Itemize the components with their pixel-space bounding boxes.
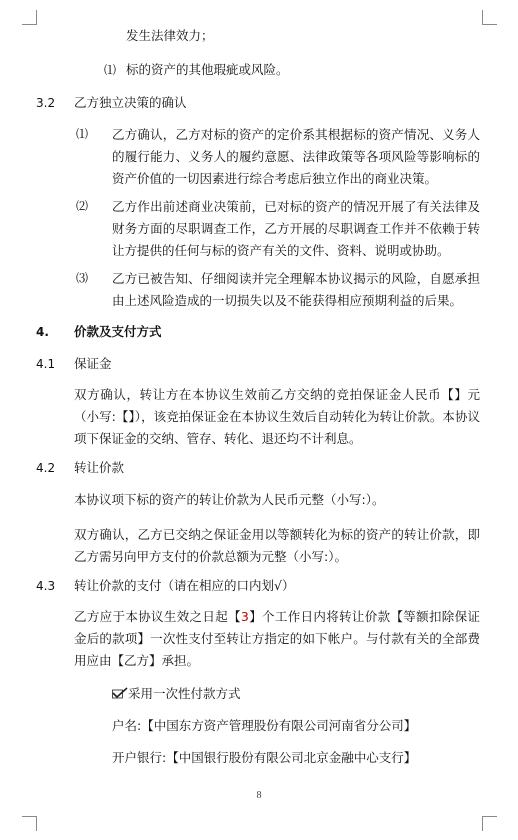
item-number: ⑴ [104,63,117,77]
paragraph: 乙方已被告知、仔细阅读并完全理解本协议揭示的风险，自愿承担由上述风险造成的一切损失以及不能获得相应预期利益的后果。 [112,271,480,308]
paragraph [74,606,480,672]
item-number: ⑵ [76,199,89,213]
section-heading: 保证金 [74,356,112,371]
page-number: 8 [256,790,262,801]
highlight-days: 3 [240,609,249,624]
paragraph: 乙方作出前述商业决策前，已对标的资产的情况开展了有关法律及财务方面的尽职调查工作，乙方开展的尽职调查工作并不依赖于转让方提供的任何与标的资产有关的文件、资料、说明或协助。 [112,199,480,258]
section-number: 4.3 [36,579,56,593]
section-number: 3.2 [36,96,56,110]
crop-mark-top-right [482,10,497,25]
section-heading: 价款及支付方式 [74,324,162,339]
bank-name: 开户银行:【中国银行股份有限公司北京金融中心支行】 [112,750,417,765]
account-name: 户名:【中国东方资产管理股份有限公司河南省分公司】 [112,718,417,733]
text-line: 发生法律效力； [126,28,214,43]
text-line: 标的资产的其他瑕疵或风险。 [126,62,289,77]
section-number: 4.2 [36,461,56,475]
section-heading: 转让价款的支付（请在相应的口内划√） [74,578,295,593]
paragraph: 双方确认，转让方在本协议生效前乙方交纳的竞拍保证金人民币【】元（小写:【】），该竞拍保证金在本协议生效后自动转化为转让价款。本协议项下保证金的交纳、管存、转化、退还均不计利息。 [74,387,480,446]
payment-mode-label: 采用一次性付款方式 [128,686,241,701]
text-span: 】个工作日内将转让价款【等额扣除保证金后的款项】一次性支付至转让方指定的如下帐户。与付款有关的全部费用应由【乙方】承担。 [74,609,480,668]
crop-mark-bottom-left [22,816,37,831]
text-span: 乙方应于本协议生效之日起【 [74,609,241,624]
crop-mark-top-left [22,10,37,25]
paragraph: 双方确认，乙方已交纳之保证金用以等额转化为标的资产的转让价款，即乙方需另向甲方支付的价款总额为元整（小写:）。 [74,527,480,564]
section-number: 4.1 [36,357,56,371]
section-number: 4. [36,325,49,339]
check-mark-icon [112,685,128,697]
item-number: ⑴ [76,127,89,141]
item-number: ⑶ [76,271,89,285]
crop-mark-bottom-right [482,816,497,831]
paragraph: 乙方确认，乙方对标的资产的定价系其根据标的资产情况、义务人的履行能力、义务人的履约意愿、法律政策等各项风险等影响标的资产价值的一切因素进行综合考虑后独立作出的商业决策。 [112,127,480,186]
checkbox-option [112,684,241,704]
section-heading: 转让价款 [74,460,125,475]
section-heading: 乙方独立决策的确认 [74,95,187,110]
text-line: 本协议项下标的资产的转让价款为人民币元整（小写:）。 [74,492,385,507]
